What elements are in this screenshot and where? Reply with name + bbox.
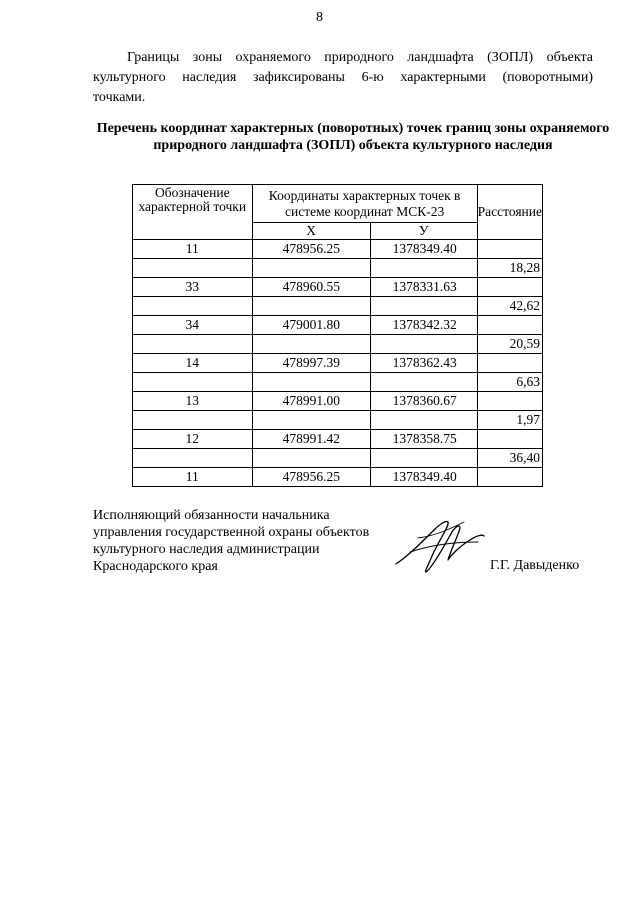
header-coordinates: Координаты характерных точек в системе координат МСК-23 [252, 185, 477, 223]
table-row [133, 354, 543, 373]
cell-x: 478956.25 [252, 240, 370, 259]
header-point: Обозначение характерной точки [133, 185, 253, 240]
cell-y [370, 373, 477, 392]
cell-y [370, 449, 477, 468]
cell-x: 478991.00 [252, 392, 370, 411]
cell-x [252, 259, 370, 278]
table-row [133, 392, 543, 411]
table-row [133, 373, 543, 392]
table-row [133, 316, 543, 335]
cell-point [133, 297, 253, 316]
cell-point [133, 373, 253, 392]
cell-x [252, 297, 370, 316]
cell-y: 1378349.40 [370, 468, 477, 487]
cell-point [133, 259, 253, 278]
cell-x: 478960.55 [252, 278, 370, 297]
cell-y: 1378349.40 [370, 240, 477, 259]
cell-x [252, 373, 370, 392]
cell-distance [477, 430, 542, 449]
cell-distance: 42,62 [477, 297, 542, 316]
cell-distance: 6,63 [477, 373, 542, 392]
signatory-title [93, 507, 393, 575]
handwritten-signature [388, 512, 488, 578]
cell-y [370, 335, 477, 354]
cell-distance [477, 392, 542, 411]
cell-point: 34 [133, 316, 253, 335]
cell-x [252, 335, 370, 354]
intro-paragraph: Границы зоны охраняемого природного ландшафта (ЗОПЛ) объекта культурного наследия зафиксированы 6-ю характерными (поворотными) точками. [93, 50, 593, 105]
cell-point [133, 335, 253, 354]
cell-x [252, 411, 370, 430]
header-x: X [252, 223, 370, 240]
table-row [133, 335, 543, 354]
cell-x: 478991.42 [252, 430, 370, 449]
cell-point: 11 [133, 240, 253, 259]
signatory-title-line: культурного наследия администрации [93, 542, 320, 557]
cell-x: 479001.80 [252, 316, 370, 335]
page-number: 8 [316, 10, 323, 25]
table-row [133, 411, 543, 430]
cell-point: 12 [133, 430, 253, 449]
cell-y: 1378331.63 [370, 278, 477, 297]
cell-point [133, 411, 253, 430]
cell-y: 1378360.67 [370, 392, 477, 411]
cell-distance: 36,40 [477, 449, 542, 468]
cell-x: 478997.39 [252, 354, 370, 373]
signatory-title-line: Исполняющий обязанности начальника [93, 508, 330, 523]
table-row [133, 430, 543, 449]
cell-x [252, 449, 370, 468]
signatory-title-line: управления государственной охраны объектов [93, 525, 370, 540]
table-row [133, 449, 543, 468]
cell-y [370, 297, 477, 316]
cell-x: 478956.25 [252, 468, 370, 487]
cell-y: 1378342.32 [370, 316, 477, 335]
cell-y [370, 259, 477, 278]
cell-distance [477, 468, 542, 487]
cell-y: 1378362.43 [370, 354, 477, 373]
cell-distance: 20,59 [477, 335, 542, 354]
cell-point: 33 [133, 278, 253, 297]
table-title: Перечень координат характерных (поворотных) точек границ зоны охраняемого природного ландшафта (ЗОПЛ) объекта культурного наследия [96, 121, 610, 153]
coordinates-table [132, 184, 543, 487]
cell-distance: 1,97 [477, 411, 542, 430]
signatory-title-line: Краснодарского края [93, 559, 218, 574]
cell-distance [477, 278, 542, 297]
cell-point: 14 [133, 354, 253, 373]
signatory-name: Г.Г. Давыденко [490, 558, 580, 573]
table-row [133, 278, 543, 297]
header-y: У [370, 223, 477, 240]
cell-y: 1378358.75 [370, 430, 477, 449]
cell-distance [477, 354, 542, 373]
table-body [133, 240, 543, 487]
cell-distance [477, 240, 542, 259]
table-row [133, 259, 543, 278]
cell-point: 13 [133, 392, 253, 411]
table-row [133, 297, 543, 316]
header-distance: Расстояние [477, 185, 542, 240]
cell-point [133, 449, 253, 468]
cell-y [370, 411, 477, 430]
table-row [133, 468, 543, 487]
table-row [133, 240, 543, 259]
cell-point: 11 [133, 468, 253, 487]
cell-distance [477, 316, 542, 335]
cell-distance: 18,28 [477, 259, 542, 278]
